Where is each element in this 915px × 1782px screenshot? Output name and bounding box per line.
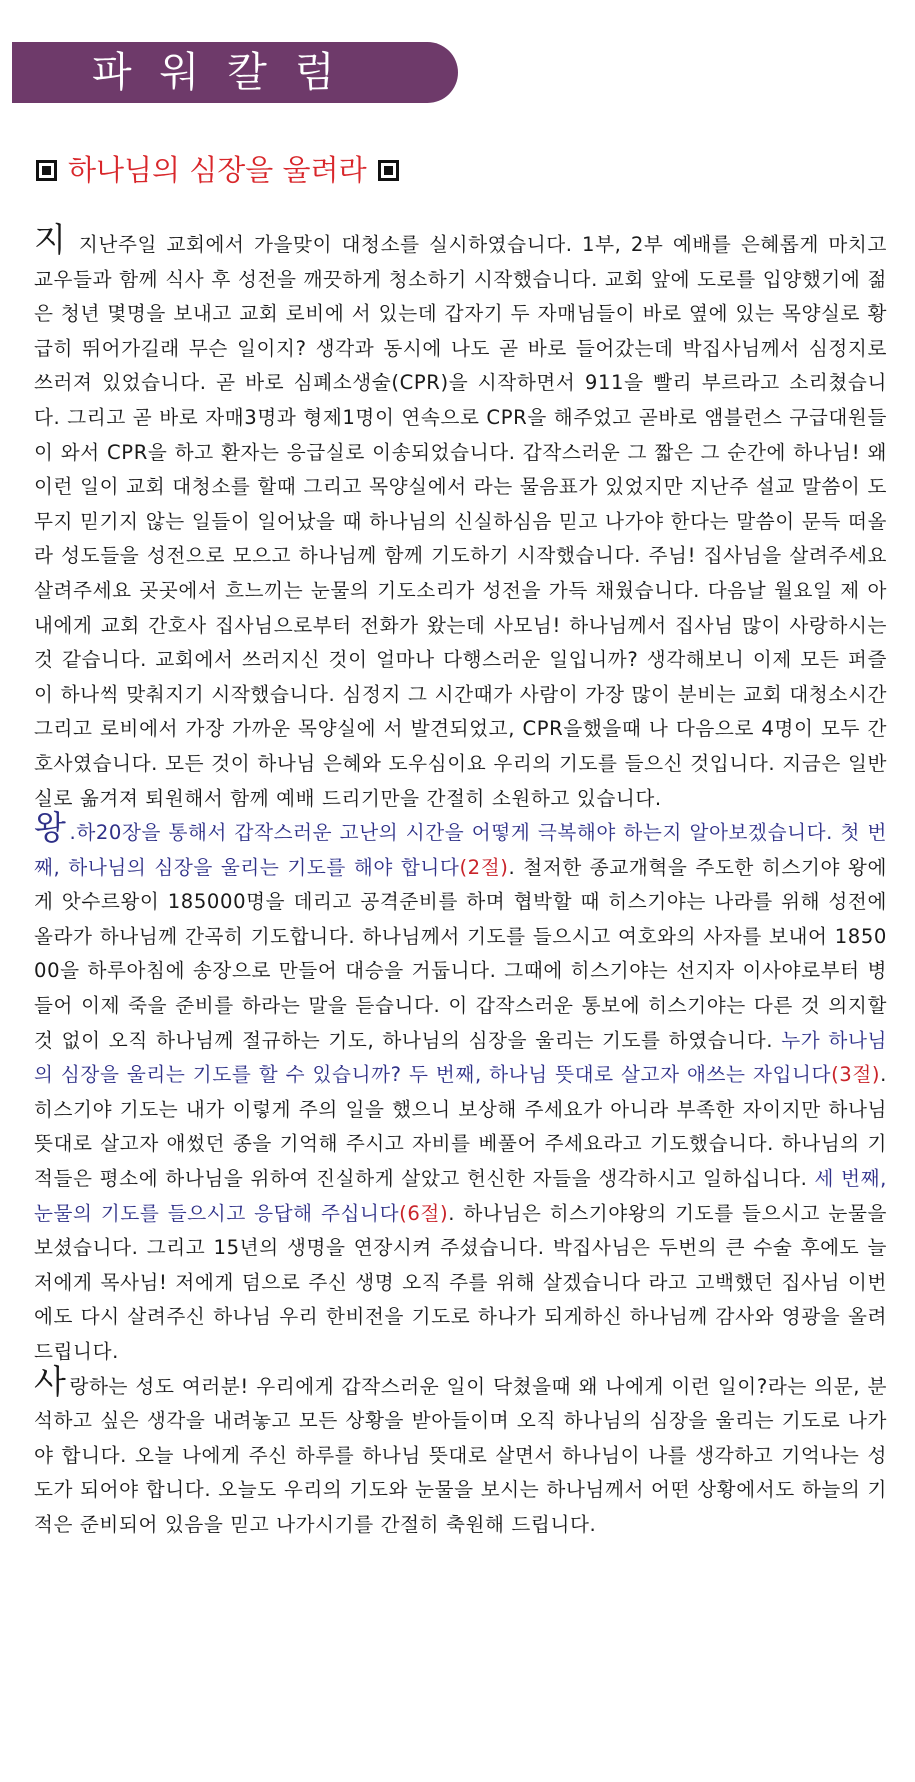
paragraph-3	[34, 1361, 887, 1543]
paragraph-text: . 히스기야 기도는 내가 이렇게 주의 일을 했으니 보상해 주세요가 아니라 부족한 자이지만 하나님 뜻대로 살고자 애썼던 종을 기억해 주시고 자비를 베풀어 주세요라고 기도했습니다. 하나님의 기적들은 평소에 하나님을 위하여 진실하게 살았고 헌신한 자들을 생각하시고 일하십니다.	[34, 1063, 887, 1191]
article-body	[34, 220, 887, 1543]
square-bullet-icon	[36, 160, 57, 181]
verse-reference: (6절)	[399, 1201, 449, 1225]
paragraph-2	[34, 808, 887, 1370]
verse-reference: (2절)	[459, 855, 509, 879]
verse-reference: (3절)	[831, 1063, 881, 1087]
paragraph-text: . 철저한 종교개혁을 주도한 히스기야 왕에게 앗수르왕이 185000명을 데리고 공격준비를 하며 협박할 때 히스기야는 나라를 위해 성전에 올라가 하나님께 간곡히 기도합니다. 하나님께서 기도를 들으시고 여호와의 사자를 보내어 185000을 하루아침에 송장으로 만들어 대승을 거둡니다. 그때에 히스기야는 선지자 이사야로부터 병들어 이제 죽을 준비를 하라는 말을 듣습니다. 이 갑작스러운 통보에 히스기야는 다른 것 의지할 것 없이 오직 하나님께 절규하는 기도, 하나님의 심장을 울리는 기도를 하였습니다.	[34, 855, 887, 1052]
banner-title: 파워칼럼	[92, 48, 363, 96]
highlight-text: .하20장을 통해서 갑작스러운 고난의 시간을 어떻게 극복해야 하는지 알아보겠습니다. 첫 번째, 하나님의 심장을 울리는 기도를 해야 합니다	[34, 821, 887, 879]
drop-cap: 지	[34, 220, 67, 259]
square-bullet-icon	[378, 160, 399, 181]
paragraph-1	[34, 220, 887, 816]
headline	[36, 150, 399, 190]
paragraph-text: 지난주일 교회에서 가을맞이 대청소를 실시하였습니다. 1부, 2부 예배를 은혜롭게 마치고 교우들과 함께 식사 후 성전을 깨끗하게 청소하기 시작했습니다. 교회 앞에 도로를 입양했기에 젊은 청년 몇명을 보내고 교회 로비에 서 있는데 갑자기 두 자매님들이 바로 옆에 있는 목양실로 황급히 뛰어가길래 무슨 일이지? 생각과 동시에 나도 곧 바로 들어갔는데 박집사님께서 심정지로 쓰러져 있었습니다. 곧 바로 심폐소생술(CPR)을 시작하면서 911을 빨리 부르라고 소리쳤습니다. 그리고 곧 바로 자매3명과 형제1명이 연속으로 CPR을 해주었고 곧바로 앰블런스 구급대원들이 와서 CPR을 하고 환자는 응급실로 이송되었습니다. 갑작스러운 그 짧은 그 순간에 하나님! 왜 이런 일이 교회 대청소를 할때 그리고 목양실에서 라는 물음표가 있었지만 지난주 설교 말씀이 도무지 믿기지 않는 일들이 일어났을 때 하나님의 신실하심음 믿고 나가야 한다는 말씀이 문득 떠올라 성도들을 성전으로 모으고 하나님께 함께 기도하기 시작했습니다. 주님! 집사님을 살려주세요 살려주세요 곳곳에서 흐느끼는 눈물의 기도소리가 성전을 가득 채웠습니다. 다음날 월요일 제 아내에게 교회 간호사 집사님으로부터 전화가 왔는데 사모님! 하나님께서 집사님 많이 사랑하시는것 같습니다. 교회에서 쓰러지신 것이 얼마나 다행스러운 일입니까? 생각해보니 이제 모든 퍼즐이 하나씩 맞춰지기 시작했습니다. 심정지 그 시간때가 사람이 가장 많이 분비는 교회 대청소시간 그리고 로비에서 가장 가까운 목양실에 서 발견되었고, CPR을했을때 나 다음으로 4명이 모두 간호사였습니다. 모든 것이 하나님 은혜와 도우심이요 우리의 기도를 들으신 것입니다. 지금은 일반실로 옮겨져 퇴원해서 함께 예배 드리기만을 간절히 소원하고 있습니다.	[34, 233, 887, 810]
column-banner	[12, 42, 458, 103]
drop-cap: 사	[34, 1361, 67, 1401]
highlight-text: 누가 하나님의 심장을 울리는 기도를 할 수 있습니까? 두 번째, 하나님 뜻대로 살고자 애쓰는 자입니다	[34, 1028, 887, 1087]
paragraph-text: . 하나님은 히스기야왕의 기도를 들으시고 눈물을 보셨습니다. 그리고 15년의 생명을 연장시켜 주셨습니다. 박집사님은 두번의 큰 수술 후에도 늘 저에게 목사님! 저에게 덤으로 주신 생명 오직 주를 위해 살겠습니다 라고 고백했던 집사님 이번에도 다시 살려주신 하나님 우리 한비전을 기도로 하나가 되게하신 하나님께 감사와 영광을 올려 드립니다.	[34, 1201, 887, 1363]
headline-title: 하나님의 심장을 울려라	[68, 153, 367, 187]
highlight-text: 세 번째, 눈물의 기도를 들으시고 응답해 주십니다	[34, 1167, 887, 1225]
paragraph-text: 랑하는 성도 여러분! 우리에게 갑작스러운 일이 닥쳤을때 왜 나에게 이런 일이?라는 의문, 분석하고 싶은 생각을 내려놓고 모든 상황을 받아들이며 오직 하나님의 심장을 울리는 기도로 나가야 합니다. 오늘 나에게 주신 하루를 하나님 뜻대로 살면서 하나님이 나를 생각하고 기억나는 성도가 되어야 합니다. 오늘도 우리의 기도와 눈물을 보시는 하나님께서 어떤 상황에서도 하늘의 기적은 준비되어 있음을 믿고 나가시기를 간절히 축원해 드립니다.	[34, 1374, 887, 1536]
drop-cap: 왕	[34, 808, 67, 848]
